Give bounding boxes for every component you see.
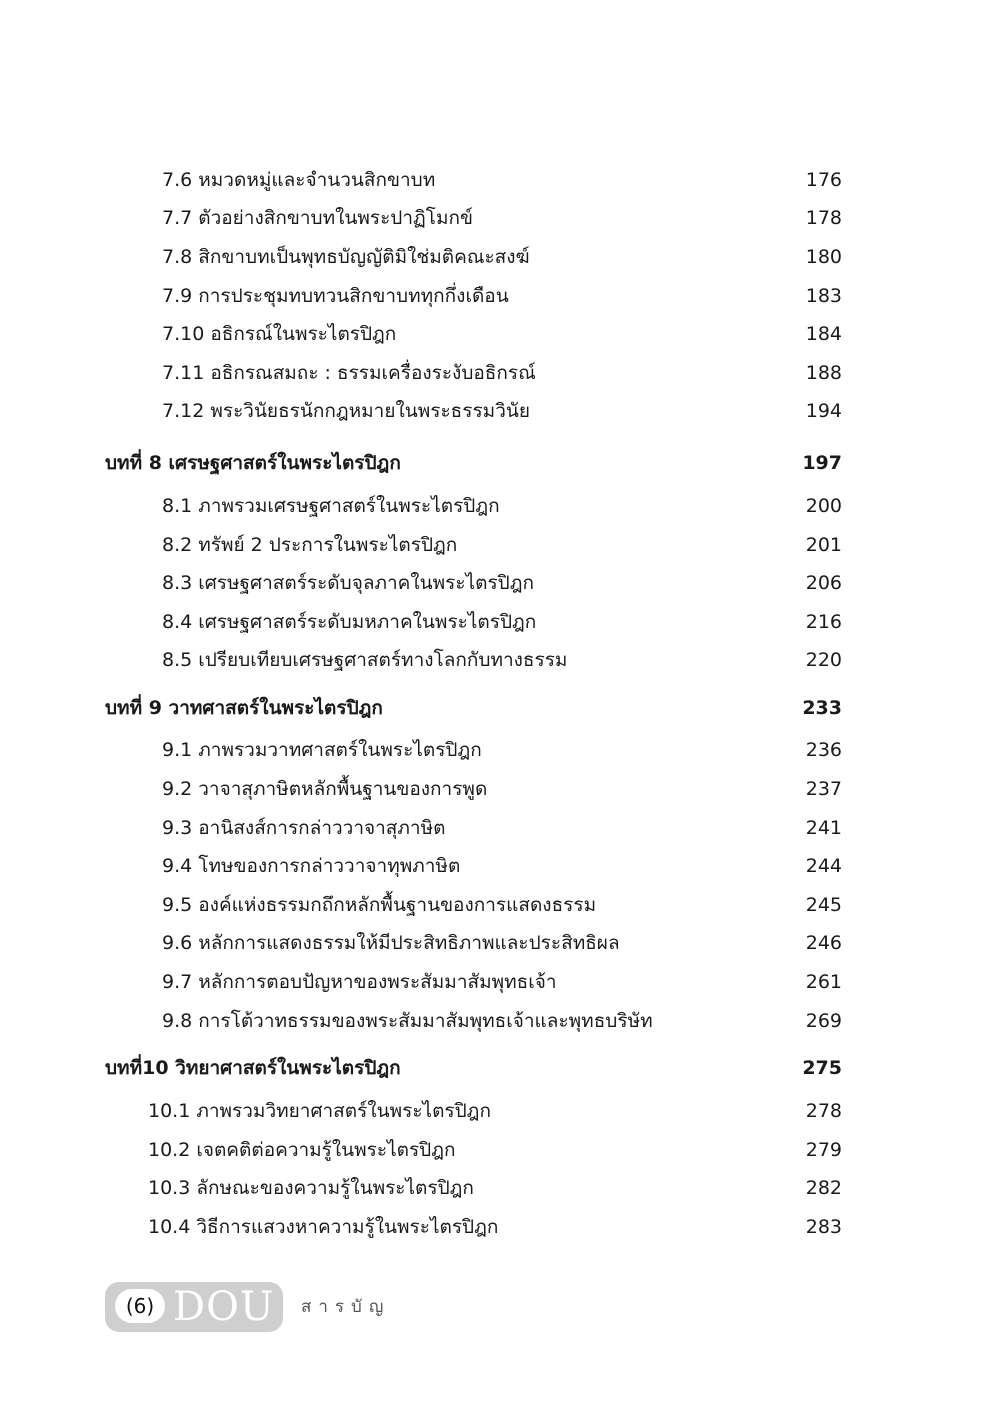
toc-entry-page: 200 (805, 495, 842, 517)
toc-entry-page: 261 (805, 971, 842, 993)
toc-entry-7-6 (0, 162, 1000, 198)
toc-entry-title: 9.1 ภาพรวมวาทศาสตร์ในพระไตรปิฎก (162, 739, 482, 761)
toc-entry-10-4 (0, 1209, 1000, 1245)
toc-entry-7-7 (0, 200, 1000, 236)
toc-entry-9-2 (0, 771, 1000, 807)
toc-entry-9-6 (0, 925, 1000, 961)
toc-entry-9-7 (0, 964, 1000, 1000)
toc-entry-title: 8.3 เศรษฐศาสตร์ระดับจุลภาคในพระไตรปิฎก (162, 572, 535, 594)
toc-entry-title: 7.10 อธิกรณ์ในพระไตรปิฎก (162, 323, 397, 345)
toc-entry-page: 279 (805, 1139, 842, 1161)
toc-entry-title: 7.6 หมวดหมู่และจำนวนสิกขาบท (162, 169, 436, 191)
toc-entry-9-5 (0, 887, 1000, 923)
toc-entry-title: 8.1 ภาพรวมเศรษฐศาสตร์ในพระไตรปิฎก (162, 495, 500, 517)
toc-entry-8-1 (0, 488, 1000, 524)
toc-entry-8-2 (0, 527, 1000, 563)
toc-entry-9-1 (0, 732, 1000, 768)
toc-chapter-title: บทที่ 9 วาทศาสตร์ในพระไตรปิฎก (105, 697, 383, 719)
toc-entry-title: 7.12 พระวินัยธรนักกฎหมายในพระธรรมวินัย (162, 400, 530, 422)
toc-entry-title: 9.3 อานิสงส์การกล่าววาจาสุภาษิต (162, 817, 446, 839)
toc-entry-8-4 (0, 604, 1000, 640)
toc-entry-page: 176 (805, 169, 842, 191)
toc-entry-title: 9.7 หลักการตอบปัญหาของพระสัมมาสัมพุทธเจ้า (162, 971, 557, 993)
page-number: (6) (115, 1289, 165, 1323)
page-footer (105, 1282, 505, 1332)
toc-entry-page: 236 (805, 739, 842, 761)
toc-entry-page: 188 (805, 362, 842, 384)
toc-entry-7-11 (0, 355, 1000, 391)
toc-entry-page: 184 (805, 323, 842, 345)
toc-entry-page: 201 (805, 534, 842, 556)
toc-entry-page: 183 (805, 285, 842, 307)
toc-entry-title: 10.1 ภาพรวมวิทยาศาสตร์ในพระไตรปิฎก (148, 1100, 491, 1122)
toc-entry-9-4 (0, 848, 1000, 884)
toc-entry-page: 180 (805, 246, 842, 268)
toc-entry-title: 7.8 สิกขาบทเป็นพุทธบัญญัติมิใช่มติคณะสงฆ์ (162, 246, 530, 268)
toc-entry-page: 278 (805, 1100, 842, 1122)
toc-chapter-page: 197 (802, 452, 842, 474)
toc-entry-title: 10.4 วิธีการแสวงหาความรู้ในพระไตรปิฎก (148, 1216, 499, 1238)
section-label: สารบัญ (301, 1297, 391, 1317)
toc-entry-7-12 (0, 393, 1000, 429)
toc-entry-title: 7.11 อธิกรณสมถะ : ธรรมเครื่องระงับอธิกรณ์ (162, 362, 536, 384)
toc-entry-title: 9.5 องค์แห่งธรรมกถึกหลักพื้นฐานของการแสดงธรรม (162, 894, 597, 916)
toc-chapter-10 (0, 1050, 1000, 1086)
toc-entry-page: 283 (805, 1216, 842, 1238)
toc-entry-page: 216 (805, 611, 842, 633)
toc-entry-9-3 (0, 810, 1000, 846)
toc-entry-page: 244 (805, 855, 842, 877)
toc-entry-10-2 (0, 1132, 1000, 1168)
toc-entry-title: 8.2 ทรัพย์ 2 ประการในพระไตรปิฎก (162, 534, 458, 556)
toc-chapter-title: บทที่ 8 เศรษฐศาสตร์ในพระไตรปิฎก (105, 452, 401, 474)
toc-chapter-8 (0, 445, 1000, 481)
toc-entry-page: 269 (805, 1010, 842, 1032)
toc-chapter-page: 275 (802, 1057, 842, 1079)
toc-entry-title: 9.4 โทษของการกล่าววาจาทุพภาษิต (162, 855, 461, 877)
toc-entry-7-8 (0, 239, 1000, 275)
toc-entry-page: 237 (805, 778, 842, 800)
toc-entry-title: 7.9 การประชุมทบทวนสิกขาบททุกกึ่งเดือน (162, 285, 509, 307)
toc-entry-7-9 (0, 278, 1000, 314)
toc-entry-8-5 (0, 642, 1000, 678)
toc-entry-title: 9.8 การโต้วาทธรรมของพระสัมมาสัมพุทธเจ้าและพุทธบริษัท (162, 1010, 653, 1032)
toc-entry-page: 194 (805, 400, 842, 422)
toc-entry-10-1 (0, 1093, 1000, 1129)
toc-entry-page: 206 (805, 572, 842, 594)
toc-entry-8-3 (0, 565, 1000, 601)
toc-entry-page: 220 (805, 649, 842, 671)
toc-entry-10-3 (0, 1170, 1000, 1206)
toc-entry-page: 241 (805, 817, 842, 839)
toc-chapter-9 (0, 690, 1000, 726)
toc-chapter-title: บทที่10 วิทยาศาสตร์ในพระไตรปิฎก (105, 1057, 401, 1079)
toc-entry-page: 282 (805, 1177, 842, 1199)
toc-entry-title: 9.2 วาจาสุภาษิตหลักพื้นฐานของการพูด (162, 778, 488, 800)
dou-logo: DOU (173, 1284, 275, 1330)
dou-badge (105, 1282, 283, 1332)
toc-chapter-page: 233 (802, 697, 842, 719)
toc-entry-title: 7.7 ตัวอย่างสิกขาบทในพระปาฏิโมกข์ (162, 207, 474, 229)
toc-entry-7-10 (0, 316, 1000, 352)
toc-entry-title: 10.3 ลักษณะของความรู้ในพระไตรปิฎก (148, 1177, 474, 1199)
toc-entry-page: 245 (805, 894, 842, 916)
toc-entry-title: 8.5 เปรียบเทียบเศรษฐศาสตร์ทางโลกกับทางธรรม (162, 649, 568, 671)
toc-entry-9-8 (0, 1003, 1000, 1039)
toc-entry-page: 246 (805, 932, 842, 954)
toc-entry-page: 178 (805, 207, 842, 229)
toc-entry-title: 9.6 หลักการแสดงธรรมให้มีประสิทธิภาพและประสิทธิผล (162, 932, 620, 954)
toc-entry-title: 8.4 เศรษฐศาสตร์ระดับมหภาคในพระไตรปิฎก (162, 611, 537, 633)
toc-entry-title: 10.2 เจตคติต่อความรู้ในพระไตรปิฎก (148, 1139, 456, 1161)
